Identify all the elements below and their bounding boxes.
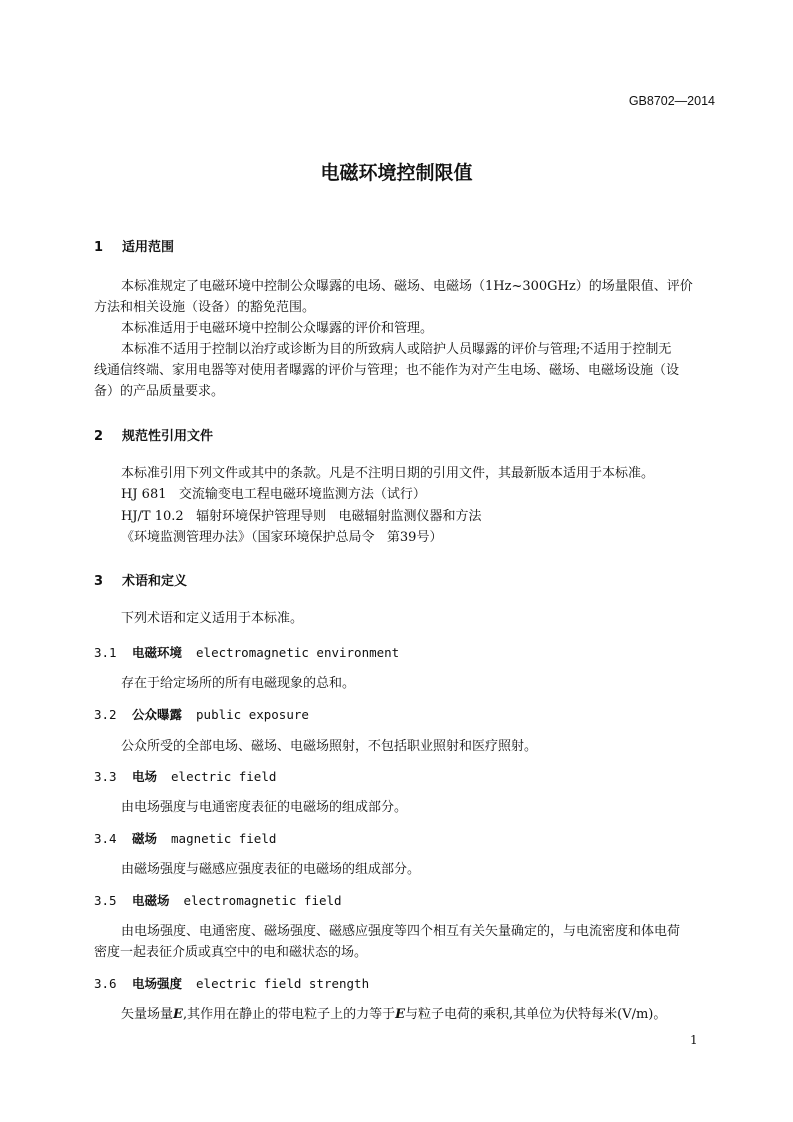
scope-p1-line-2: 方法和相关设施（设备）的豁免范围。 [94, 300, 316, 315]
term-number: 3.5 [94, 893, 117, 908]
scope-p3-line-3: 备）的产品质量要求。 [94, 384, 225, 399]
page-title: 电磁环境控制限值 [320, 162, 473, 184]
term-definition: 由电场强度与电通密度表征的电磁场的组成部分。 [121, 800, 408, 815]
term-heading [94, 705, 309, 723]
scope-paragraph-2 [94, 318, 720, 339]
term-definition: 公众所受的全部电场、磁场、电磁场照射，不包括职业照射和医疗照射。 [121, 739, 538, 754]
term-number: 3.1 [94, 645, 117, 660]
term-heading [94, 974, 369, 992]
term-en: electromagnetic field [183, 893, 342, 908]
term-zh: 磁场 [132, 831, 158, 846]
terms-intro [94, 608, 720, 629]
term-zh: 电场 [132, 769, 158, 784]
term-def-line-1: 由电场强度、电通密度、磁场强度、磁感应强度等四个相互有关矢量确定的，与电流密度和体电荷 [121, 924, 681, 939]
term-number: 3.4 [94, 831, 117, 846]
term-def-part: ,其作用在静止的带电粒子上的力等于 [182, 1007, 396, 1022]
references-intro-text: 本标准引用下列文件或其中的条款。凡是不注明日期的引用文件，其最新版本适用于本标准。 [121, 466, 655, 481]
term-zh: 电场强度 [132, 976, 183, 991]
section-number: 1 [94, 240, 104, 255]
section-heading-2 [94, 425, 213, 444]
reference-item: 《环境监测管理办法》（国家环境保护总局令 第39号） [121, 530, 443, 545]
term-definition [94, 921, 720, 963]
term-def-part: 与粒子电荷的乘积,其单位为伏特每米(V/m)。 [405, 1007, 667, 1022]
scope-p3-line-2: 线通信终端、家用电器等对使用者曝露的评价与管理；也不能作为对产生电场、磁场、电磁场设施（设 [94, 363, 680, 378]
term-zh: 电磁环境 [132, 645, 183, 660]
term-definition [121, 1004, 720, 1025]
scope-paragraph-3 [94, 339, 720, 402]
term-heading [94, 891, 342, 909]
term-number: 3.6 [94, 976, 117, 991]
section-number: 2 [94, 429, 104, 444]
section-heading-1 [94, 236, 174, 255]
term-en: electric field strength [196, 976, 370, 991]
term-en: magnetic field [171, 831, 277, 846]
section-title: 术语和定义 [122, 574, 188, 589]
term-number: 3.2 [94, 707, 117, 722]
scope-p2-text: 本标准适用于电磁环境中控制公众曝露的评价和管理。 [121, 321, 434, 336]
reference-item: HJ/T 10.2 辐射环境保护管理导则 电磁辐射监测仪器和方法 [121, 509, 482, 524]
scope-paragraph-1 [94, 276, 720, 318]
section-title: 规范性引用文件 [122, 429, 214, 444]
term-zh: 电磁场 [132, 893, 170, 908]
references-intro [94, 463, 720, 484]
term-en: electromagnetic environment [196, 645, 400, 660]
symbol-e: E [395, 1007, 405, 1022]
section-heading-3 [94, 570, 187, 589]
term-en: public exposure [196, 707, 309, 722]
scope-p1-line-1: 本标准规定了电磁环境中控制公众曝露的电场、磁场、电磁场（1Hz~300GHz）的场量限值、评价 [121, 279, 693, 294]
page-number: 1 [690, 1033, 698, 1047]
symbol-e: E [173, 1007, 183, 1022]
term-zh: 公众曝露 [132, 707, 183, 722]
term-en: electric field [171, 769, 277, 784]
terms-intro-text: 下列术语和定义适用于本标准。 [121, 611, 304, 626]
section-number: 3 [94, 574, 104, 589]
term-def-part: 矢量场量 [121, 1007, 174, 1022]
term-definition: 存在于给定场所的所有电磁现象的总和。 [121, 676, 356, 691]
term-heading [94, 767, 276, 785]
standard-code: GB8702—2014 [628, 94, 715, 108]
section-title: 适用范围 [122, 240, 175, 255]
term-heading [94, 643, 399, 661]
reference-item: HJ 681 交流输变电工程电磁环境监测方法（试行） [121, 487, 426, 502]
term-def-line-2: 密度一起表征介质或真空中的电和磁状态的场。 [94, 945, 368, 960]
scope-p3-line-1: 本标准不适用于控制以治疗或诊断为目的所致病人或陪护人员曝露的评价与管理;不适用于控制无 [121, 342, 672, 357]
term-heading [94, 829, 276, 847]
term-number: 3.3 [94, 769, 117, 784]
term-definition: 由磁场强度与磁感应强度表征的电磁场的组成部分。 [121, 862, 421, 877]
